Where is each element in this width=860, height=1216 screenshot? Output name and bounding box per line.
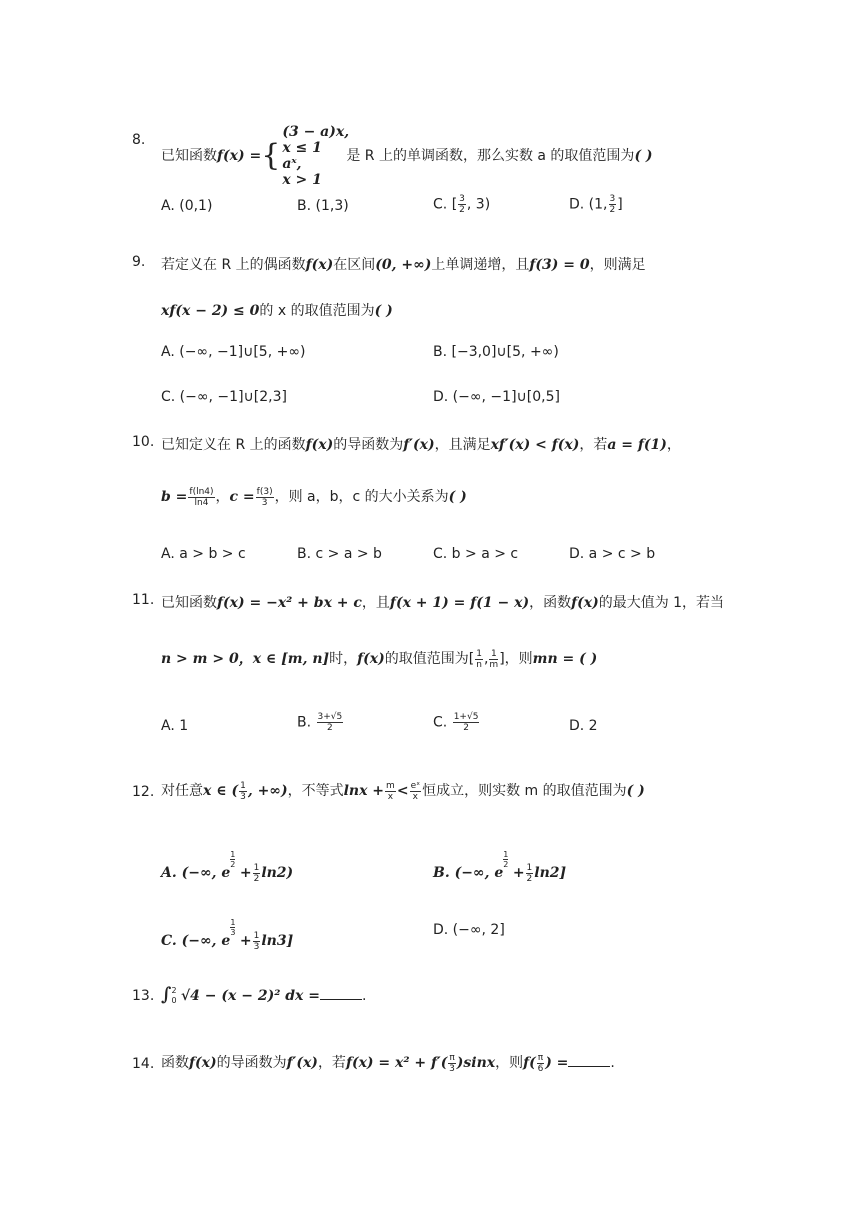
answer-blank[interactable] bbox=[320, 985, 362, 1000]
question-number: 9. bbox=[132, 254, 146, 270]
option-a: A. 1 bbox=[161, 718, 189, 734]
option-b: B. (1,3) bbox=[297, 198, 349, 214]
option-c: C. (−∞, −1]∪[2,3] bbox=[161, 389, 287, 405]
question-stem-line-1: 若定义在 R 上的偶函数f(x)在区间(0, +∞)上单调递增，且f(3) = 0，则满足 bbox=[161, 257, 646, 273]
option-c: C. $\frac{1+√5}{2}$ bbox=[433, 712, 479, 733]
answer-blank[interactable] bbox=[568, 1052, 610, 1067]
option-c: C. b > a > c bbox=[433, 546, 519, 562]
question-number: 11. bbox=[132, 592, 155, 608]
question-stem: 函数f(x)的导函数为f′(x)，若f(x) = x² + f′( $\frac{\pi}{3}$ )sinx，则f( $\frac{\pi}{6}$ ) = . bbox=[161, 1052, 615, 1074]
option-c: C. [ $\frac{3}{2}$ , 3) bbox=[433, 194, 491, 215]
question-stem-line-2: xf(x − 2) ≤ 0的 x 的取值范围为( ) bbox=[161, 303, 393, 319]
option-b: B. c > a > b bbox=[297, 546, 382, 562]
option-b: B. (−∞, e $\frac{1}{2}$ + $\frac{1}{2}$ ln2] bbox=[433, 850, 567, 884]
option-b: B. $\frac{3+√5}{2}$ bbox=[297, 712, 343, 733]
question-stem-line-1: 已知函数f(x) = −x² + bx + c，且f(x + 1) = f(1 − x)，函数f(x)的最大值为 1，若当 bbox=[161, 595, 725, 611]
question-stem-line-2: b = $\frac{f(\ln 4)}{\ln 4}$ ，c = $\frac{f(3)}{3}$ ，则 a，b，c 的大小关系为( ) bbox=[161, 486, 467, 508]
piecewise-cases: (3 − a)x, x ≤ 1 aˣ, x > 1 bbox=[282, 124, 350, 188]
option-a: A. (−∞, e $\frac{1}{2}$ + $\frac{1}{2}$ ln2) bbox=[161, 850, 294, 884]
option-b: B. [−3,0]∪[5, +∞) bbox=[433, 344, 559, 360]
question-number: 14. bbox=[132, 1056, 155, 1072]
brace: { bbox=[261, 138, 281, 173]
option-d: D. (−∞, −1]∪[0,5] bbox=[433, 389, 560, 405]
option-d: D. (−∞, 2] bbox=[433, 922, 505, 938]
option-d: D. a > c > b bbox=[569, 546, 656, 562]
option-d: D. (1, $\frac{3}{2}$ ] bbox=[569, 194, 623, 215]
question-stem: ∫ 2 0 √4 − (x − 2)² dx = . bbox=[161, 984, 367, 1005]
question-stem: 对任意x ∈ ( $\frac{1}{3}$ , +∞)，不等式lnx + $\frac{m}{x}$ < $\frac{\text{eˣ}}{x}$ 恒成立，则实数 m 的取值范围为( ) bbox=[161, 780, 645, 802]
question-number: 12. bbox=[132, 784, 155, 800]
question-stem: 已知函数f(x) ={ (3 − a)x, x ≤ 1 aˣ, x > 1 是 R 上的单调函数，那么实数 a 的取值范围为( ) bbox=[161, 124, 653, 188]
option-c: C. (−∞, e $\frac{1}{3}$ + $\frac{1}{3}$ ln3] bbox=[161, 918, 294, 952]
option-a: A. (−∞, −1]∪[5, +∞) bbox=[161, 344, 306, 360]
question-number: 13. bbox=[132, 988, 155, 1004]
option-a: A. a > b > c bbox=[161, 546, 246, 562]
question-number: 10. bbox=[132, 434, 155, 450]
question-number: 8. bbox=[132, 132, 146, 148]
option-a: A. (0,1) bbox=[161, 198, 213, 214]
question-stem-line-2: n > m > 0，x ∈ [m, n]时，f(x)的取值范围为[ $\frac{1}{n}$ , $\frac{1}{m}$ ]，则mn = ( ) bbox=[161, 648, 598, 670]
option-d: D. 2 bbox=[569, 718, 598, 734]
question-stem-line-1: 已知定义在 R 上的函数f(x)的导函数为f′(x)，且满足xf′(x) < f(x)，若a = f(1)， bbox=[161, 437, 681, 453]
